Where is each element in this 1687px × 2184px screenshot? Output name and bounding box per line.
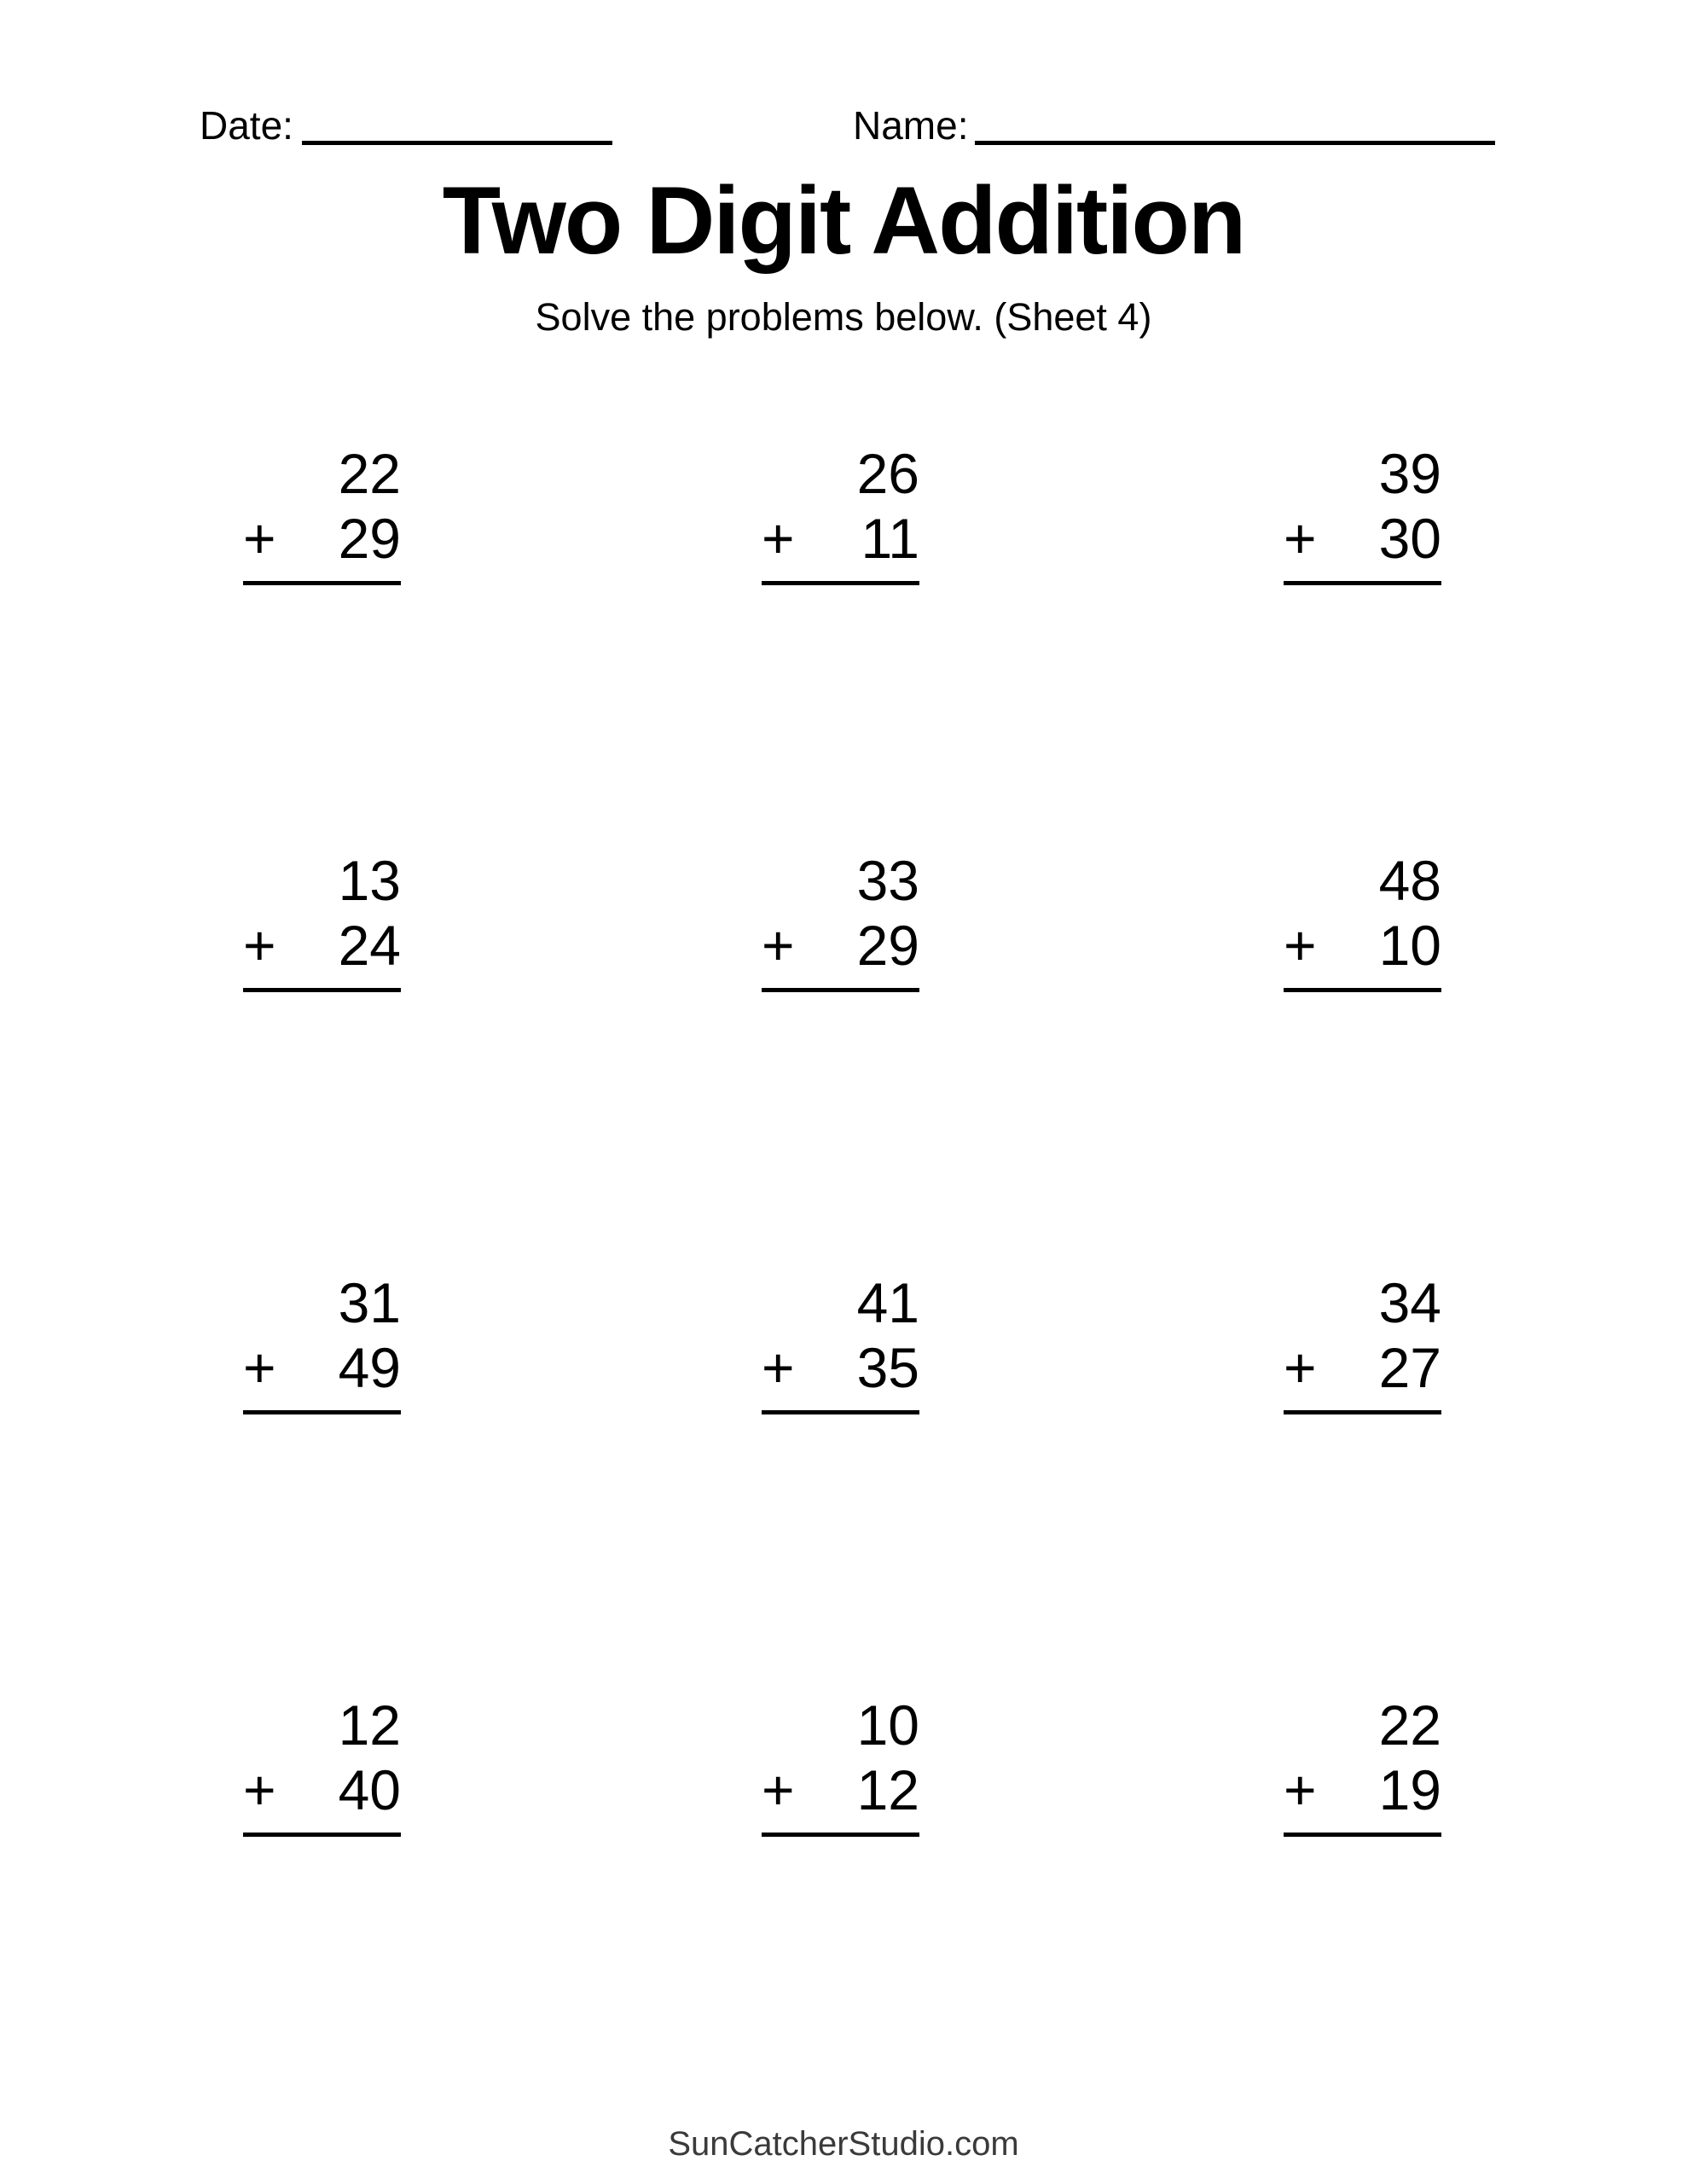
addend-row — [243, 506, 401, 571]
answer-line[interactable] — [1284, 1833, 1441, 1837]
addend-row — [243, 1335, 401, 1400]
name-label: Name: — [853, 103, 969, 148]
answer-line[interactable] — [1284, 1410, 1441, 1414]
plus-sign: + — [1284, 507, 1317, 570]
bottom-addend: 40 — [338, 1758, 401, 1821]
bottom-addend: 29 — [856, 914, 919, 977]
addend-row — [243, 1757, 401, 1822]
plus-sign: + — [762, 1758, 795, 1821]
bottom-addend: 27 — [1378, 1336, 1441, 1399]
top-addend: 22 — [338, 442, 401, 505]
addition-problem — [762, 1693, 919, 1837]
bottom-addend: 24 — [338, 914, 401, 977]
plus-sign: + — [762, 1336, 795, 1399]
bottom-addend: 35 — [856, 1336, 919, 1399]
top-addend: 34 — [1378, 1271, 1441, 1334]
addend-row — [1284, 1335, 1441, 1400]
addition-problem — [243, 1270, 401, 1414]
page-subtitle: Solve the problems below. (Sheet 4) — [535, 295, 1152, 339]
answer-line[interactable] — [243, 988, 401, 992]
bottom-addend: 11 — [861, 507, 919, 570]
addend-row — [762, 1757, 919, 1822]
answer-line[interactable] — [762, 581, 919, 585]
answer-line[interactable] — [1284, 988, 1441, 992]
plus-sign: + — [243, 914, 276, 977]
top-addend: 22 — [1378, 1693, 1441, 1757]
addition-problem — [762, 441, 919, 585]
top-addend: 10 — [856, 1693, 919, 1757]
footer-site-text: SunCatcherStudio.com — [668, 2125, 1019, 2163]
top-addend: 33 — [856, 849, 919, 912]
bottom-addend: 19 — [1378, 1758, 1441, 1821]
answer-line[interactable] — [243, 1410, 401, 1414]
addition-problem — [243, 441, 401, 585]
addition-problem — [243, 1693, 401, 1837]
answer-line[interactable] — [1284, 581, 1441, 585]
bottom-addend: 12 — [856, 1758, 919, 1821]
plus-sign: + — [243, 507, 276, 570]
plus-sign: + — [762, 507, 795, 570]
top-addend: 31 — [338, 1271, 401, 1334]
addition-problem — [762, 848, 919, 992]
addend-row — [1284, 1757, 1441, 1822]
addend-row — [762, 506, 919, 571]
top-addend: 13 — [338, 849, 401, 912]
addend-row — [762, 1335, 919, 1400]
addition-problem — [243, 848, 401, 992]
bottom-addend: 49 — [338, 1336, 401, 1399]
bottom-addend: 29 — [338, 507, 401, 570]
answer-line[interactable] — [762, 1833, 919, 1837]
answer-line[interactable] — [762, 988, 919, 992]
bottom-addend: 10 — [1378, 914, 1441, 977]
page-title: Two Digit Addition — [442, 167, 1245, 274]
date-label: Date: — [200, 103, 293, 148]
plus-sign: + — [243, 1336, 276, 1399]
plus-sign: + — [1284, 1758, 1317, 1821]
bottom-addend: 30 — [1378, 507, 1441, 570]
answer-line[interactable] — [243, 1833, 401, 1837]
addend-row — [243, 913, 401, 978]
top-addend: 48 — [1378, 849, 1441, 912]
addition-problem — [762, 1270, 919, 1414]
plus-sign: + — [243, 1758, 276, 1821]
addition-problem — [1284, 848, 1441, 992]
answer-line[interactable] — [762, 1410, 919, 1414]
top-addend: 12 — [338, 1693, 401, 1757]
addend-row — [762, 913, 919, 978]
addition-problem — [1284, 1693, 1441, 1837]
addend-row — [1284, 913, 1441, 978]
answer-line[interactable] — [243, 581, 401, 585]
plus-sign: + — [762, 914, 795, 977]
top-addend: 41 — [856, 1271, 919, 1334]
plus-sign: + — [1284, 1336, 1317, 1399]
top-addend: 39 — [1378, 442, 1441, 505]
addend-row — [1284, 506, 1441, 571]
addition-problem — [1284, 1270, 1441, 1414]
addition-problem — [1284, 441, 1441, 585]
plus-sign: + — [1284, 914, 1317, 977]
top-addend: 26 — [856, 442, 919, 505]
